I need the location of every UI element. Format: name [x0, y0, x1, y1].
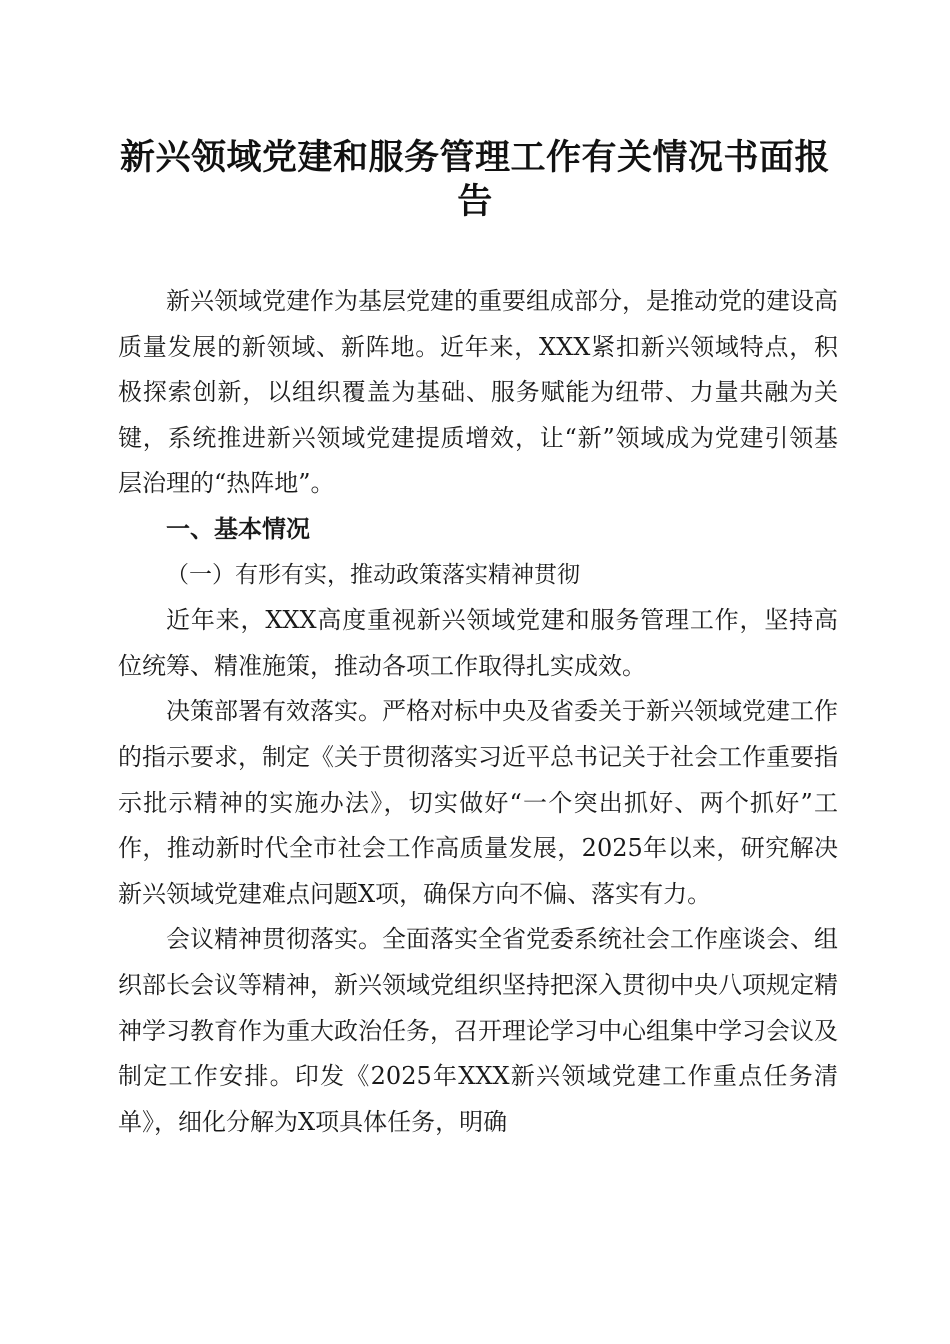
subsection-heading-1: （一）有形有实，推动政策落实精神贯彻 — [166, 561, 580, 588]
body-paragraph: 会议精神贯彻落实。全面落实全省党委系统社会工作座谈会、组织部长会议等精神，新兴领域党组织坚持把深入贯彻中央八项规定精神学习教育作为重大政治任务，召开理论学习中心组集中学习会议及制定工作安排。印发《2025年XXX新兴领域党建工作重点任务清单》，细化分解为X项具体任务，明确 — [118, 925, 838, 1136]
section-heading-basic-situation: 一、基本情况 — [166, 514, 310, 543]
body-paragraph: 近年来，XXX高度重视新兴领域党建和服务管理工作，坚持高位统筹、精准施策，推动各项工作取得扎实成效。 — [118, 606, 838, 680]
document-body — [118, 279, 838, 1145]
body-paragraph: 决策部署有效落实。严格对标中央及省委关于新兴领域党建工作的指示要求，制定《关于贯彻落实习近平总书记关于社会工作重要指示批示精神的实施办法》，切实做好“一个突出抓好、两个抓好”工作，推动新时代全市社会工作高质量发展，2025年以来，研究解决新兴领域党建难点问题X项，确保方向不偏、落实有力。 — [118, 697, 838, 908]
document-title: 新兴领域党建和服务管理工作有关情况书面报告 — [119, 137, 830, 222]
intro-paragraph: 新兴领域党建作为基层党建的重要组成部分，是推动党的建设高质量发展的新领域、新阵地。近年来，XXX紧扣新兴领域特点，积极探索创新，以组织覆盖为基础、服务赋能为纽带、力量共融为关键，系统推进新兴领域党建提质增效，让“新”领域成为党建引领基层治理的“热阵地”。 — [118, 287, 838, 498]
